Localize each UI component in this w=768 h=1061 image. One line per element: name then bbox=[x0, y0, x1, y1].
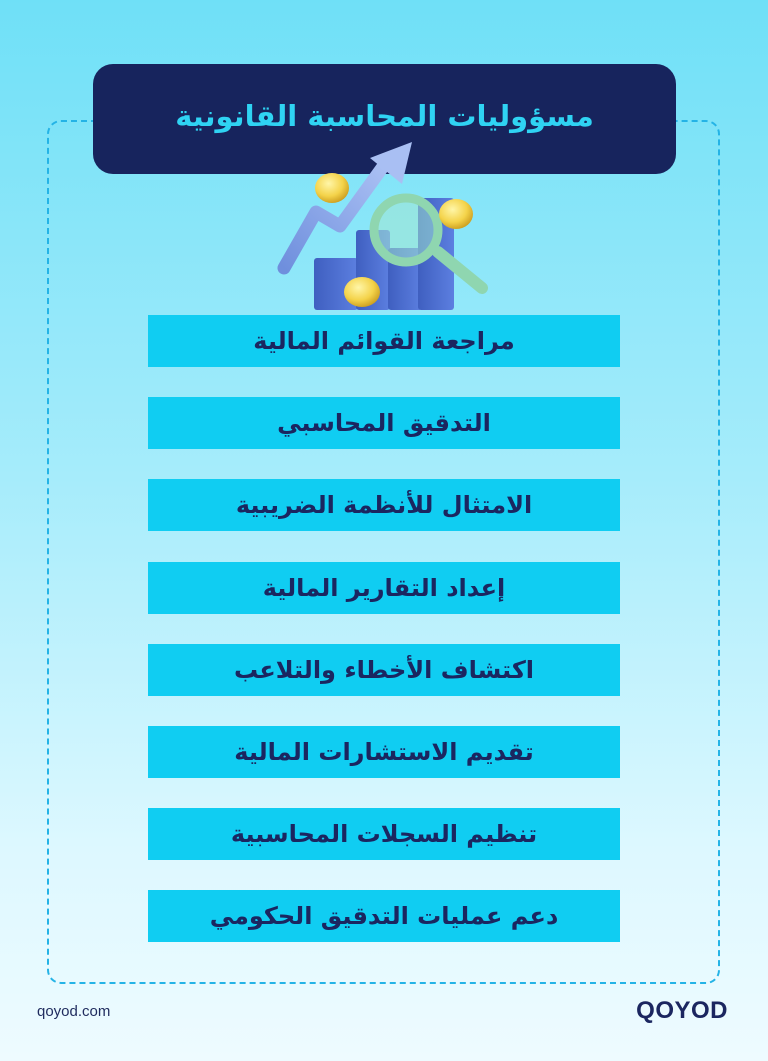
finance-audit-illustration bbox=[270, 140, 510, 320]
list-item: الامتثال للأنظمة الضريبية bbox=[148, 479, 620, 531]
list-item: تنظيم السجلات المحاسبية bbox=[148, 808, 620, 860]
list-item: مراجعة القوائم المالية bbox=[148, 315, 620, 367]
brand-logo: QOYOD bbox=[636, 997, 728, 1024]
list-item: اكتشاف الأخطاء والتلاعب bbox=[148, 644, 620, 696]
list-item: إعداد التقارير المالية bbox=[148, 562, 620, 614]
website-url: qoyod.com bbox=[37, 1003, 111, 1020]
responsibilities-list bbox=[148, 315, 620, 942]
list-item: دعم عمليات التدقيق الحكومي bbox=[148, 890, 620, 942]
list-item: التدقيق المحاسبي bbox=[148, 397, 620, 449]
page-title: مسؤوليات المحاسبة القانونية bbox=[175, 99, 594, 133]
list-item: تقديم الاستشارات المالية bbox=[148, 726, 620, 778]
